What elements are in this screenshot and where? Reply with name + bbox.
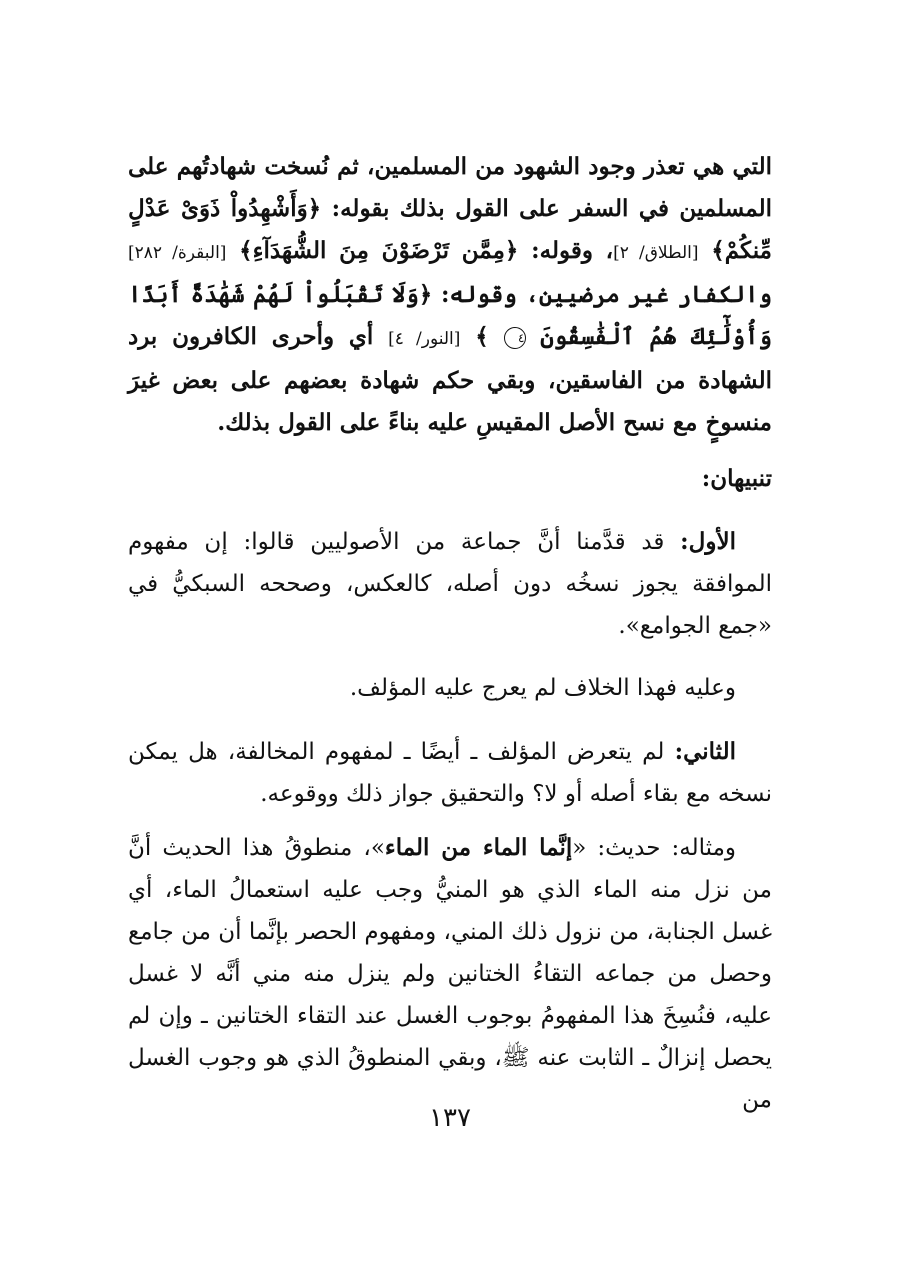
consequence-text: وعليه فهذا الخلاف لم يعرج عليه المؤلف. — [349, 675, 736, 701]
paragraph-second-note — [128, 731, 772, 815]
quran-reference-2: [البقرة/ ٢٨٢] — [128, 243, 227, 263]
section-heading: تنبيهان: — [701, 465, 772, 492]
paragraph-first-note — [128, 521, 772, 647]
hadith-text: إنَّما الماء من الماء — [384, 834, 573, 861]
paragraph-1-part-d: أي وأحرى الكافرون برد الشهادة من الفاسقين، وبقي حكم شهادة بعضهم على بعض غيرَ منسوخٍ مع نسح الأصل المقيسِ عليه بناءً على القول بذلك. — [128, 323, 772, 436]
example-part-a: ومثاله: حديث: « — [572, 835, 736, 861]
first-note-lead: الأول: — [680, 528, 736, 555]
quran-reference-1: [الطلاق/ ٢] — [613, 243, 699, 263]
quran-quote-1: ﴿وَأَشْهِدُواْ ذَوَىْ عَدْلٍ مِّنكُمْ﴾ — [128, 195, 772, 264]
first-note-text: قد قدَّمنا أنَّ جماعة من الأصوليين قالوا: إن مفهوم الموافقة يجوز نسخُه دون أصله، كالعكس، وصححه السبكيُّ في «جمع الجوامع». — [128, 529, 772, 639]
quran-quote-3: ﴿وَلَا تَقْبَلُواْ لَهُمْ شَهَٰدَةً أَبَدًا وَأُوْلَٰٓئِكَ هُمُ ٱلْفَٰسِقُونَ — [128, 281, 773, 350]
second-note-lead: الثاني: — [674, 738, 736, 765]
paragraph-1-part-c: والكفار غير مرضيين، وقوله: — [432, 281, 772, 308]
paragraph-consequence — [128, 667, 772, 709]
paragraph-continuation — [128, 146, 772, 444]
quran-quote-2: ﴿مِمَّن تَرْضَوْنَ مِنَ الشُّهَدَآءِ﴾ — [239, 237, 519, 264]
second-note-text: لم يتعرض المؤلف ـ أيضًا ـ لمفهوم المخالفة، هل يمكن نسخه مع بقاء أصله أو لا؟ والتحقيق جواز ذلك ووقوعه. — [128, 739, 772, 807]
paragraph-1-part-b: ، وقوله: — [518, 237, 614, 264]
page-number: ١٣٧ — [429, 1103, 471, 1133]
verse-number-mark: ٤ — [504, 327, 526, 349]
example-part-b: »، منطوقُ هذا الحديث أنَّ من نزل منه الماء الذي هو المنيُّ وجب عليه استعمالُ الماء، أي غسل الجنابة، من نزول ذلك المني، ومفهوم الحصر بإنَّما أن من جامع وحصل من جماعه التقاءُ الختانين ولم ينزل منه مني أنَّه لا غسل عليه، فنُسِخَ هذا المفهومُ بوجوب الغسل عند التقاء الختانين ـ وإن لم يحصل إنزالٌ ـ الثابت عنه ﷺ، وبقي المنطوقُ الذي هو وجوب الغسل من — [127, 835, 772, 1113]
paragraph-1-part-a: التي هي تعذر وجود الشهود من المسلمين، ثم نُسخت شهادتُهم على المسلمين في السفر على القول بذلك بقوله: — [128, 153, 772, 222]
paragraph-example — [128, 827, 772, 1121]
quran-quote-3-end: ﴾ — [475, 323, 489, 350]
quran-reference-3: [النور/ ٤] — [388, 329, 461, 349]
